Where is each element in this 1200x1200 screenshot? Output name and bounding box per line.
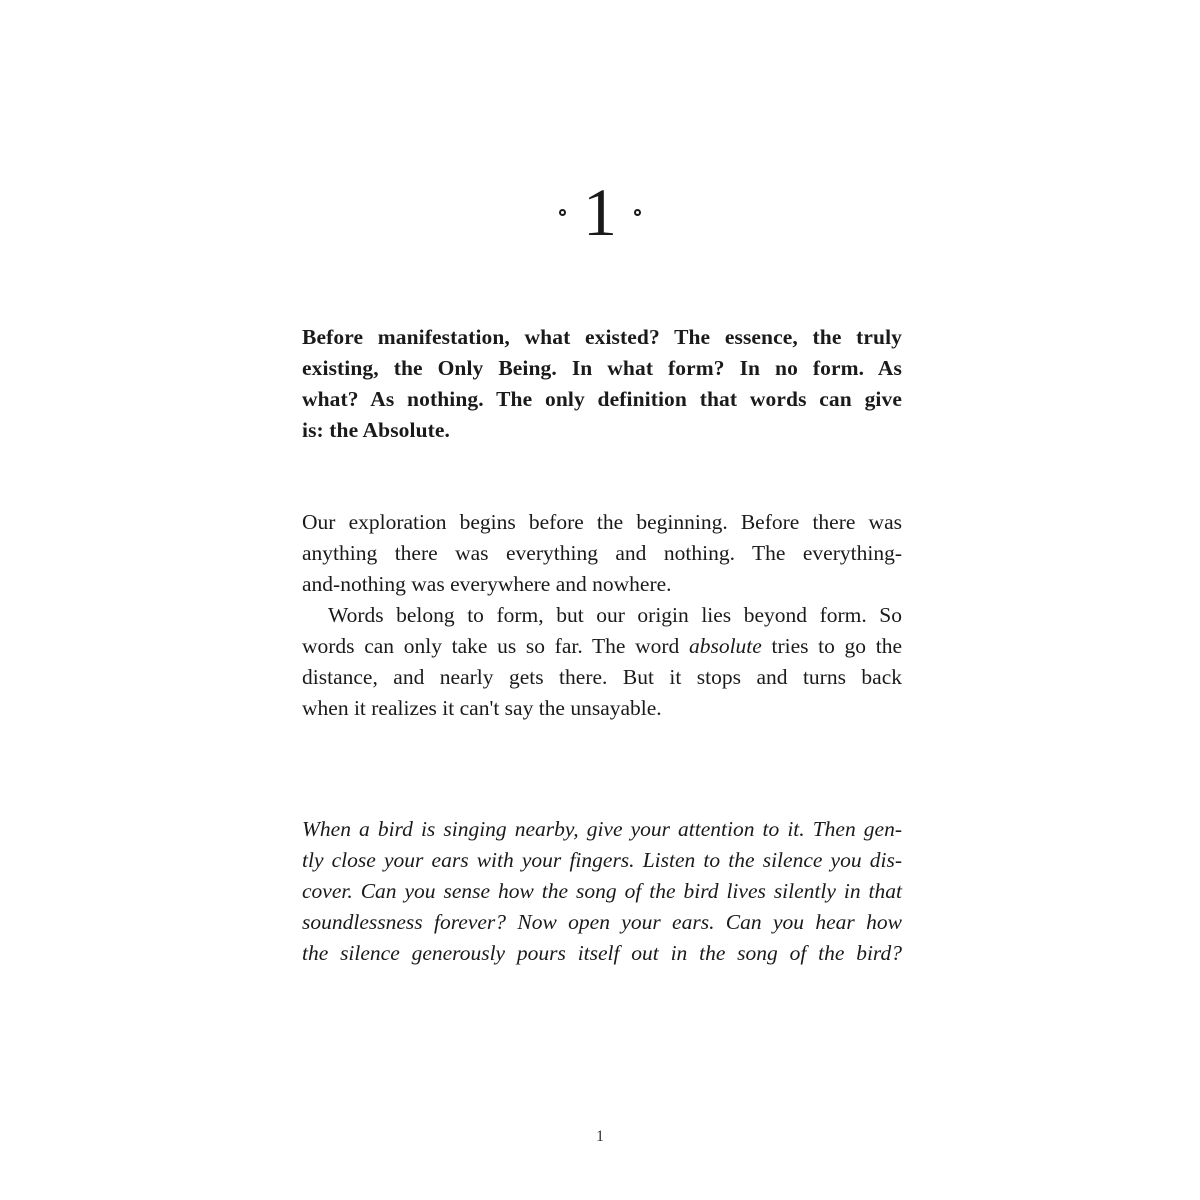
ornament-dot-right-icon <box>634 209 641 216</box>
body-line: words can only take us so far. The word absolute tries to go the <box>302 634 902 658</box>
body-line: anything there was everything and nothing. The everything- <box>302 541 902 565</box>
body-line: when it realizes it can't say the unsayable. <box>302 696 662 720</box>
epigraph-line: is: the Absolute. <box>302 418 451 442</box>
body-line: Our exploration begins before the beginning. Before there was <box>302 510 902 534</box>
body-text <box>302 507 902 724</box>
practice-exercise <box>302 814 902 969</box>
page-number: 1 <box>596 1128 604 1145</box>
body-line: distance, and nearly gets there. But it stops and turns back <box>302 665 902 689</box>
practice-line: tly close your ears with your fingers. Listen to the silence you dis- <box>302 848 902 872</box>
epigraph <box>302 322 902 446</box>
epigraph-line: what? As nothing. The only definition that words can give <box>302 387 902 411</box>
chapter-number: 1 <box>583 174 617 250</box>
emphasized-word: absolute <box>688 634 762 658</box>
chapter-heading <box>0 174 1200 252</box>
practice-line: When a bird is singing nearby, give your attention to it. Then gen- <box>302 817 902 841</box>
practice-line: soundlessness forever? Now open your ears. Can you hear how <box>302 910 902 934</box>
practice-line: the silence generously pours itself out in the song of the bird? <box>302 941 902 965</box>
practice-line: cover. Can you sense how the song of the bird lives silently in that <box>302 879 902 903</box>
ornament-dot-left-icon <box>559 209 566 216</box>
epigraph-line: Before manifestation, what existed? The essence, the truly <box>302 325 902 349</box>
epigraph-line: existing, the Only Being. In what form? In no form. As <box>302 356 902 380</box>
body-line: Words belong to form, but our origin lies beyond form. So <box>328 603 902 627</box>
paragraph-2 <box>302 600 902 724</box>
body-line: and-nothing was everywhere and nowhere. <box>302 572 672 596</box>
paragraph-1 <box>302 507 902 600</box>
